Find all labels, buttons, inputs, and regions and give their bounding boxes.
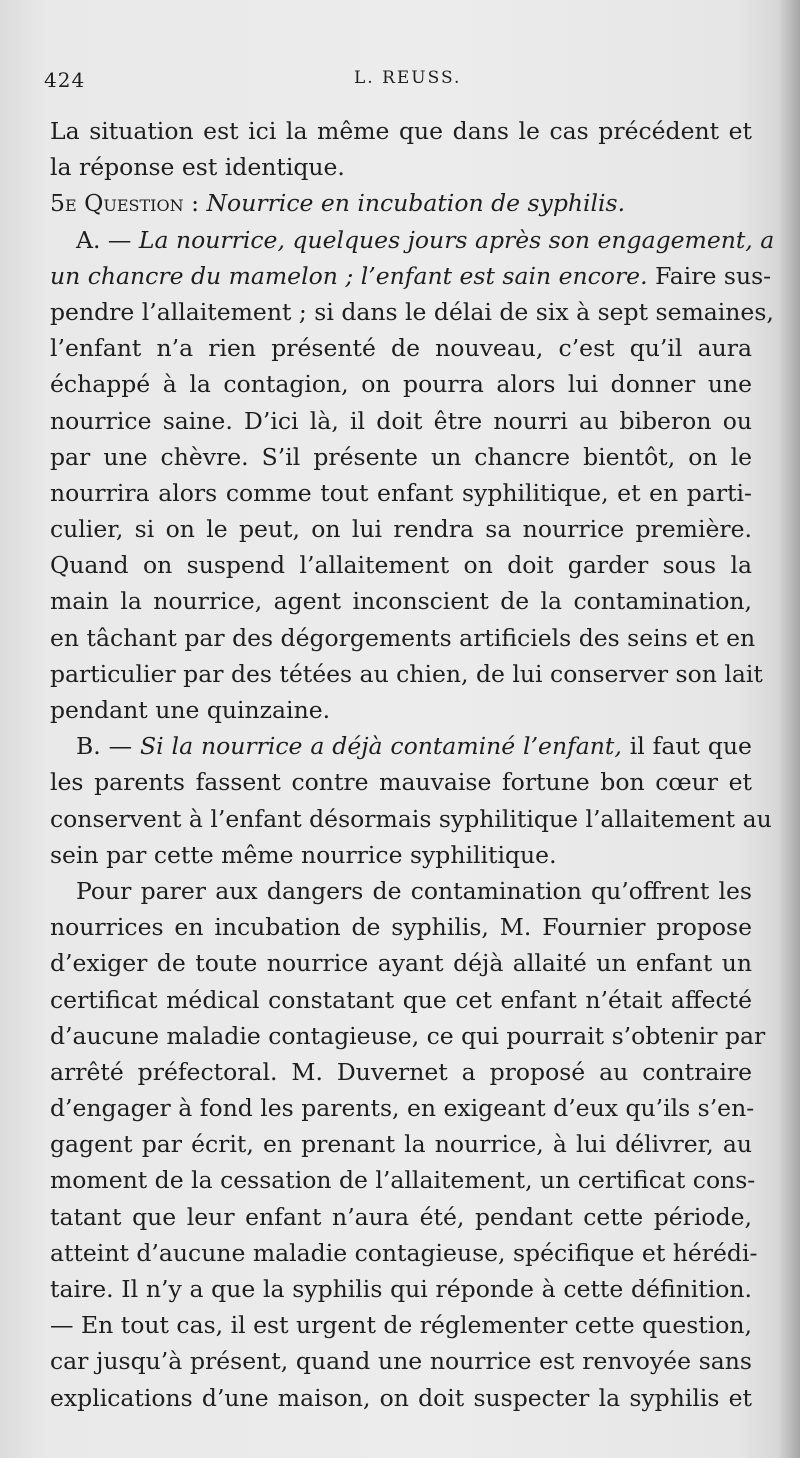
text-line: nourrice saine. D’ici là, il doit être nourri au biberon ou [50,406,752,435]
text-line: nourrira alors comme tout enfant syphilitique, et en parti- [50,478,752,507]
text-line: pendant une quinzaine. [50,696,331,724]
section-a-label: A. — [76,225,132,254]
text-line: taire. Il n’y a que la syphilis qui réponde à cette définition. [50,1275,752,1303]
text-line: l’enfant n’a rien présenté de nouveau, c’est qu’il aura [50,334,752,363]
section-b-rest: il faut que [629,732,752,761]
text-line: atteint d’aucune maladie contagieuse, spécifique et hérédi- [50,1238,758,1267]
body-text [50,113,775,1416]
text-line: d’exiger de toute nourrice ayant déjà allaité un enfant un [50,949,752,978]
text-line: main la nourrice, agent inconscient de la contamination, [50,587,752,616]
text-line: d’engager à fond les parents, en exigeant d’eux qu’ils s’en- [50,1094,755,1123]
text-line: car jusqu’à présent, quand une nourrice est renvoyée sans [50,1347,752,1376]
text-line: échappé à la contagion, on pourra alors lui donner une [50,370,752,399]
text-line: Quand on suspend l’allaitement on doit garder sous la [50,551,752,580]
text-line: par une chèvre. S’il présente un chancre bientôt, on le [50,442,752,471]
section-b-italic: Si la nourrice a déjà contaminé l’enfant, [140,732,622,761]
text-line: arrêté préfectoral. M. Duvernet a proposé au contraire [50,1057,752,1086]
text-line: moment de la cessation de l’allaitement, un certificat cons- [50,1166,756,1195]
section-a-first-line [50,222,775,258]
section-a-second-line [50,258,772,294]
page-edge-shadow [778,0,800,1458]
text-line: d’aucune maladie contagieuse, ce qui pourrait s’obtenir par [50,1021,766,1050]
text-line: conservent à l’enfant désormais syphilitique l’allaitement au [50,804,772,833]
text-line: les parents fassent contre mauvaise fortune bon cœur et [50,768,752,797]
question-heading [50,185,752,221]
text-line: la réponse est identique. [50,153,345,182]
question-label: 5e Question : [50,189,199,218]
text-line: sein par cette même nourrice syphilitique. [50,840,557,869]
section-a-italic-2: un chancre du mamelon ; l’enfant est sain encore. [50,261,648,290]
text-line: La situation est ici la même que dans le cas précédent et [50,117,752,145]
page-header [44,68,744,98]
text-line: pendre l’allaitement ; si dans le délai de six à sept semaines, [50,297,774,326]
running-head: L. REUSS. [354,68,462,88]
text-line: certificat médical constatant que cet enfant n’était affecté [50,985,752,1014]
section-a-italic: La nourrice, quelques jours après son engagement, a [138,225,775,254]
text-line: nourrices en incubation de syphilis, M. Fournier propose [50,913,752,942]
text-line: gagent par écrit, en prenant la nourrice, à lui délivrer, au [50,1130,752,1159]
page-number: 424 [44,68,86,92]
text-line: en tâchant par des dégorgements artificiels des seins et en [50,623,756,652]
text-line: Pour parer aux dangers de contamination qu’offrent les [76,876,752,905]
text-line: culier, si on le peut, on lui rendra sa nourrice première. [50,515,752,544]
text-line: particulier par des tétées au chien, de lui conserver son lait [50,659,763,688]
text-line: explications d’une maison, on doit suspecter la syphilis et [50,1383,752,1412]
section-b-label: B. — [76,732,133,761]
question-title: Nourrice en incubation de syphilis. [206,189,626,218]
section-a-rest: Faire sus- [655,261,772,290]
text-line: — En tout cas, il est urgent de réglementer cette question, [50,1311,752,1340]
text-line: tatant que leur enfant n’aura été, pendant cette période, [50,1202,752,1231]
section-b-first-line [50,728,752,764]
